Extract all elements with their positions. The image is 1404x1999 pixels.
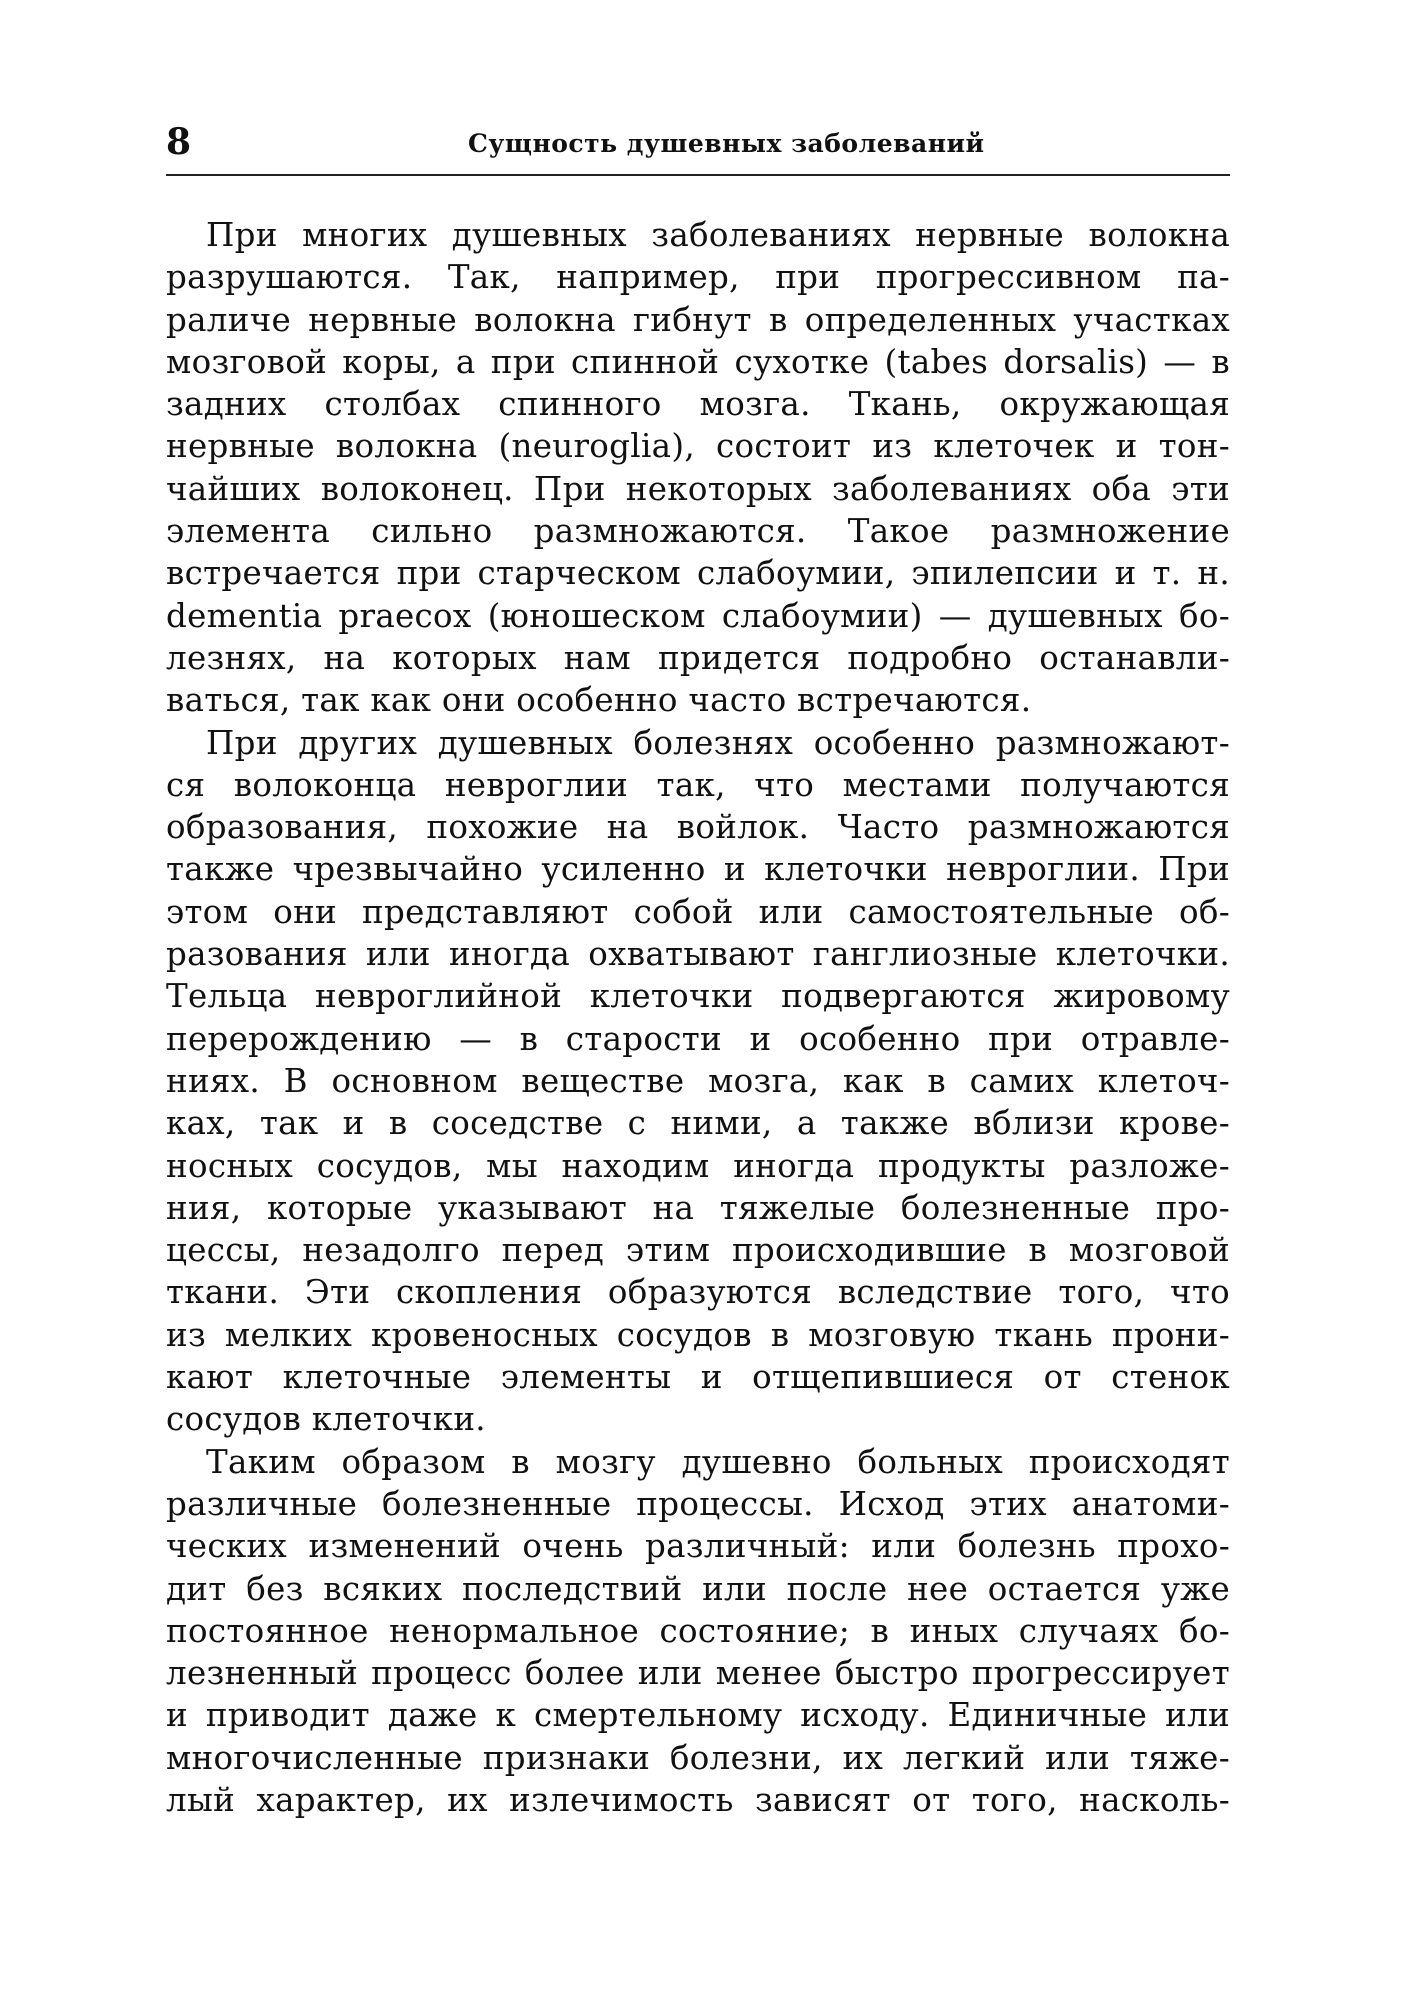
text-line: При многих душевных заболеваниях нервные волокна	[206, 216, 1230, 254]
text-line: ся волоконца невроглии так, что местами получаются	[166, 765, 1230, 804]
paragraph-3	[166, 1441, 1230, 1822]
text-line: и приводит даже к смертельному исходу. Единичные или	[166, 1696, 1230, 1735]
text-line: дит без всяких последствий или после нее остается уже	[166, 1569, 1230, 1608]
body-text	[166, 214, 1230, 1821]
text-line: лый характер, их излечимость зависят от того, насколь-	[166, 1780, 1230, 1819]
text-line: ния, которые указывают на тяжелые болезненные про-	[166, 1188, 1230, 1227]
text-line: перерождению — в старости и особенно при отравле-	[166, 1019, 1230, 1058]
page-number: 8	[166, 121, 192, 163]
text-line: цессы, незадолго перед этим происходившие в мозговой	[166, 1231, 1230, 1270]
text-line: различные болезненные процессы. Исход этих анатоми-	[166, 1484, 1230, 1523]
text-line: раличе нервные волокна гибнут в определенных участках	[166, 300, 1230, 339]
text-line: ках, так и в соседстве с ними, а также вблизи крове-	[166, 1104, 1230, 1143]
text-line: ткани. Эти скопления образуются вследствие того, что	[166, 1273, 1230, 1312]
text-line: нервные волокна (neuroglia), состоит из клеточек и тон-	[166, 427, 1230, 466]
text-line: носных сосудов, мы находим иногда продукты разложе-	[166, 1146, 1230, 1185]
text-line: постоянное ненормальное состояние; в иных случаях бо-	[166, 1611, 1230, 1650]
text-line: образования, похожие на войлок. Часто размножаются	[166, 808, 1230, 847]
text-line: элемента сильно размножаются. Такое размножение	[166, 512, 1230, 551]
text-line: сосудов клеточки.	[166, 1400, 486, 1439]
paragraph-2	[166, 722, 1230, 1441]
text-line: ваться, так как они особенно часто встречаются.	[166, 681, 1032, 720]
running-title: Сущность душевных заболеваний	[468, 129, 985, 158]
text-line: разования или иногда охватывают ганглиозные клеточки.	[166, 935, 1230, 974]
text-line: кают клеточные элементы и отщепившиеся от стенок	[166, 1358, 1230, 1397]
text-line: ческих изменений очень различный: или болезнь прохо-	[166, 1527, 1230, 1566]
text-line: лезненный процесс более или менее быстро прогрессирует	[166, 1654, 1230, 1693]
text-line: задних столбах спинного мозга. Ткань, окружающая	[166, 385, 1230, 424]
text-line: также чрезвычайно усиленно и клеточки невроглии. При	[166, 850, 1230, 889]
text-line: многочисленные признаки болезни, их легкий или тяже-	[166, 1738, 1230, 1777]
text-line: Таким образом в мозгу душевно больных происходят	[206, 1442, 1230, 1481]
text-line: из мелких кровеносных сосудов в мозговую ткань прони-	[166, 1315, 1230, 1354]
text-line: dementia praecox (юношеском слабоумии) — душевных бо-	[166, 596, 1230, 635]
paragraph-1	[166, 214, 1230, 722]
text-line: ниях. В основном веществе мозга, как в самих клеточ-	[166, 1061, 1230, 1100]
running-head	[166, 118, 1230, 176]
text-line: лезнях, на которых нам придется подробно останавли-	[166, 638, 1230, 677]
text-line: чайших волоконец. При некоторых заболеваниях оба эти	[166, 469, 1230, 508]
text-line: встречается при старческом слабоумии, эпилепсии и т. н.	[166, 554, 1230, 593]
text-line: разрушаются. Так, например, при прогрессивном па-	[166, 258, 1230, 297]
text-line: Тельца невроглийной клеточки подвергаются жировому	[166, 977, 1230, 1016]
text-line: мозговой коры, а при спинной сухотке (tabes dorsalis) — в	[166, 342, 1230, 381]
text-line: этом они представляют собой или самостоятельные об-	[166, 892, 1230, 931]
text-line: При других душевных болезнях особенно размножают-	[206, 723, 1230, 762]
